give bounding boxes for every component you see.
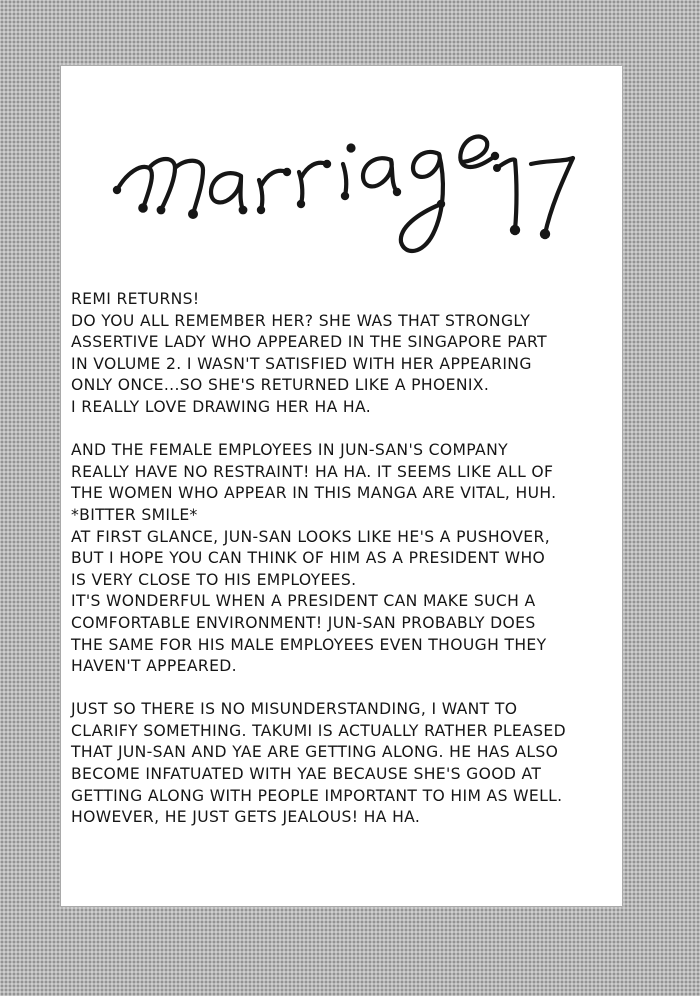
text-line: HAVEN'T APPEARED.: [71, 657, 237, 676]
text-line: BUT I HOPE YOU CAN THINK OF HIM AS A PRESIDENT WHO: [71, 549, 546, 568]
text-line: AND THE FEMALE EMPLOYEES IN JUN-SAN'S COMPANY: [71, 441, 508, 460]
text-line: REMI RETURNS!: [71, 290, 200, 308]
text-line: ASSERTIVE LADY WHO APPEARED IN THE SINGAPORE PART: [71, 333, 547, 352]
chapter-title-lettering: [111, 106, 591, 306]
text-line: I REALLY LOVE DRAWING HER HA HA.: [71, 397, 372, 416]
text-line: THE SAME FOR HIS MALE EMPLOYEES EVEN THOUGH THEY: [71, 635, 547, 654]
paragraph-female-employees: [71, 440, 616, 678]
page-panel: [61, 66, 622, 906]
text-line: COMFORTABLE ENVIRONMENT! JUN-SAN PROBABLY DOES: [71, 613, 536, 632]
text-line: DO YOU ALL REMEMBER HER? SHE WAS THAT STRONGLY: [71, 311, 531, 330]
text-line: HOWEVER, HE JUST GETS JEALOUS! HA HA.: [71, 808, 421, 827]
text-line: GETTING ALONG WITH PEOPLE IMPORTANT TO HIM AS WELL.: [71, 786, 563, 805]
text-line: THE WOMEN WHO APPEAR IN THIS MANGA ARE VITAL, HUH.: [71, 484, 557, 503]
chapter-heading: [111, 106, 591, 306]
text-line: THAT JUN-SAN AND YAE ARE GETTING ALONG. HE HAS ALSO: [71, 743, 559, 762]
text-line: AT FIRST GLANCE, JUN-SAN LOOKS LIKE HE'S A PUSHOVER,: [71, 527, 550, 546]
text-line: IN VOLUME 2. I WASN'T SATISFIED WITH HER APPEARING: [71, 354, 532, 373]
paragraph-takumi-jealous: [71, 699, 616, 829]
text-line: IS VERY CLOSE TO HIS EMPLOYEES.: [71, 570, 357, 589]
author-notes: [71, 289, 616, 829]
text-line: IT'S WONDERFUL WHEN A PRESIDENT CAN MAKE SUCH A: [71, 592, 536, 611]
text-line: JUST SO THERE IS NO MISUNDERSTANDING, I WANT TO: [71, 700, 518, 719]
text-line: BECOME INFATUATED WITH YAE BECAUSE SHE'S GOOD AT: [71, 765, 542, 784]
text-line: *BITTER SMILE*: [71, 505, 198, 524]
text-line: CLARIFY SOMETHING. TAKUMI IS ACTUALLY RATHER PLEASED: [71, 721, 566, 740]
paragraph-remi-returns: [71, 289, 616, 419]
text-line: REALLY HAVE NO RESTRAINT! HA HA. IT SEEMS LIKE ALL OF: [71, 462, 554, 481]
text-line: ONLY ONCE...SO SHE'S RETURNED LIKE A PHOENIX.: [71, 376, 490, 395]
